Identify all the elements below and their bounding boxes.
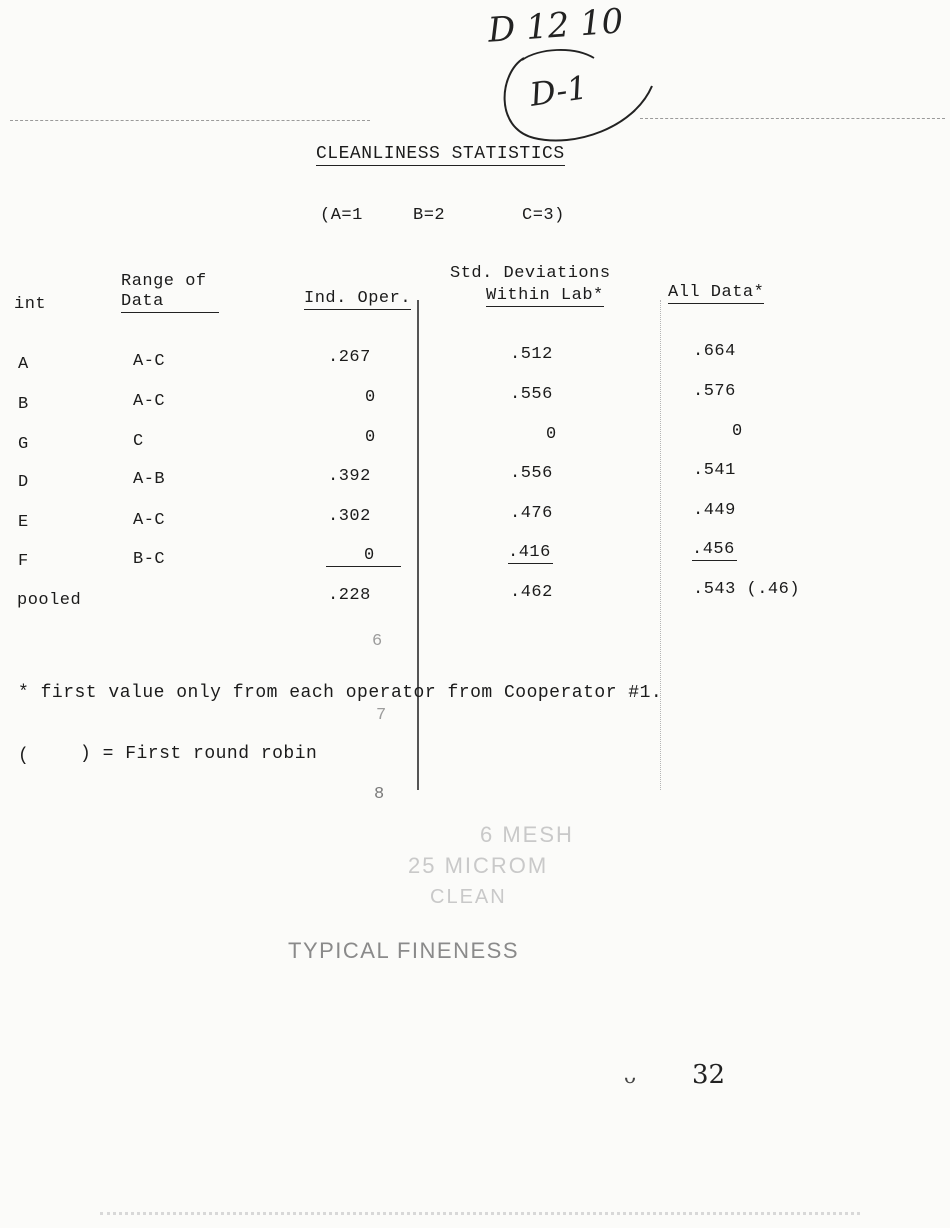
row-f-ind-oper: 0 [326,546,401,567]
row-b-point: B [18,395,29,414]
page-title: CLEANLINESS STATISTICS [316,144,565,164]
row-f-all-data: .456 [692,540,735,559]
row-b-within-lab: .556 [510,385,553,404]
pooled-within-lab: .462 [510,583,553,602]
scan-bottom-noise [100,1212,860,1215]
within-lab-header: Within Lab* [486,286,604,305]
row-d-all-data: .541 [693,461,736,480]
row-a-point: A [18,355,29,374]
pooled-ind-oper: .228 [328,586,371,605]
row-g-point: G [18,435,29,454]
pooled-all-data: .543 (.46) [693,580,801,599]
bleed-text-line4: TYPICAL FINENESS [288,938,520,963]
scale-a: (A=1 [320,206,363,225]
page-number: 32 [692,1060,726,1090]
row-a-all-data: .664 [693,342,736,361]
bleed-number-7: 7 [376,706,387,725]
row-d-point: D [18,473,29,492]
row-b-range: A-C [133,392,166,411]
scan-fold-line [417,300,419,790]
row-d-ind-oper: .392 [328,467,371,486]
footnote-cooperator: * first value only from each operator from Cooperator #1. [18,683,663,703]
all-data-header: All Data* [668,283,765,302]
row-e-range: A-C [133,511,166,530]
row-d-range: A-B [133,470,166,489]
row-e-point: E [18,513,29,532]
footnote-round-robin: ) = First round robin [80,744,318,764]
handwritten-circled-mark: D-1 [527,68,590,114]
row-e-within-lab: .476 [510,504,553,523]
row-f-within-lab: .416 [508,543,551,562]
scale-c: C=3) [522,206,565,225]
row-f-range: B-C [133,550,166,569]
row-a-within-lab: .512 [510,345,553,364]
scan-rule-left [10,120,370,121]
page-corner-mark: ᴗ [624,1064,637,1088]
scan-fold-line-right [660,300,661,790]
row-b-ind-oper: 0 [365,388,376,407]
bleed-number-8: 8 [374,785,385,804]
bleed-text-line3: CLEAN [430,886,507,908]
row-g-range: C [133,432,144,451]
row-g-all-data: 0 [732,422,743,441]
row-g-within-lab: 0 [546,425,557,444]
ind-oper-header: Ind. Oper. [304,289,412,308]
point-header: int [14,295,47,314]
row-a-ind-oper: .267 [328,348,371,367]
pooled-label: pooled [17,591,82,610]
bleed-text-line1: 6 MESH [480,822,574,847]
row-e-ind-oper: .302 [328,507,371,526]
range-header-line1: Range of [121,272,207,291]
row-e-all-data: .449 [693,501,736,520]
row-g-ind-oper: 0 [365,428,376,447]
bleed-text-line2: 25 MICROM [408,853,549,878]
row-f-point: F [18,552,29,571]
bleed-number-6: 6 [372,632,383,651]
handwritten-top-mark: D 12 10 [486,1,625,51]
row-d-within-lab: .556 [510,464,553,483]
range-header-line2: Data [121,292,219,313]
scale-b: B=2 [413,206,446,225]
std-deviations-header: Std. Deviations [450,264,611,283]
row-b-all-data: .576 [693,382,736,401]
scan-rule-right [640,118,945,119]
footnote-paren-open: ( [18,746,30,766]
row-a-range: A-C [133,352,166,371]
